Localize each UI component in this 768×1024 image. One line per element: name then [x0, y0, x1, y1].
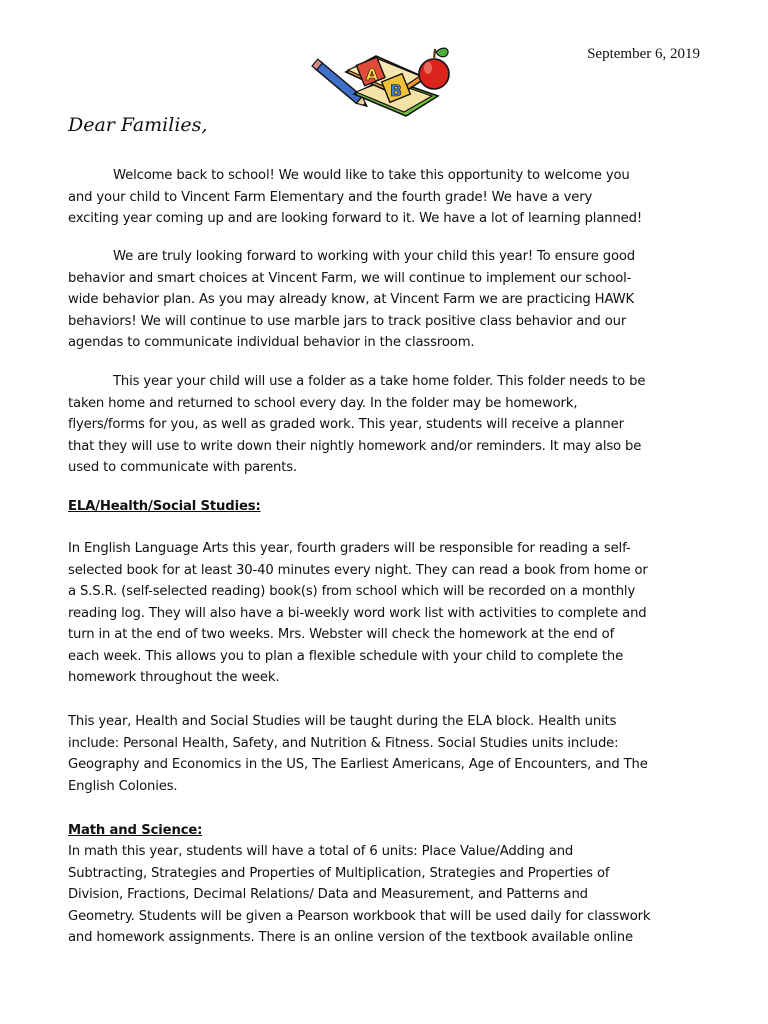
text-line: include: Personal Health, Safety, and Nutrition & Fitness. Social Studies units include: [68, 735, 619, 751]
math-section-heading: Math and Science: [68, 823, 203, 838]
ela-section-heading: ELA/Health/Social Studies: [68, 499, 261, 514]
letter-date: September 6, 2019 [587, 46, 700, 62]
text-line: exciting year coming up and are looking forward to it. We have a lot of learning planned! [68, 211, 642, 226]
school-books-pencil-apple-icon [306, 36, 462, 122]
text-line: Division, Fractions, Decimal Relations/ Data and Measurement, and Patterns and [68, 887, 588, 902]
text-line: and your child to Vincent Farm Elementary and the fourth grade! We have a very [68, 189, 593, 205]
text-line: In English Language Arts this year, fourth graders will be responsible for reading a self- [68, 541, 631, 556]
math-paragraph [68, 841, 708, 949]
text-line: Geography and Economics in the US, The Earliest Americans, Age of Encounters, and The [68, 757, 648, 772]
text-line: each week. This allows you to plan a flexible schedule with your child to complete the [68, 648, 624, 664]
welcome-paragraph [68, 165, 708, 230]
block-letter-b: B [389, 81, 403, 100]
text-line: turn in at the end of two weeks. Mrs. Webster will check the homework at the end of [68, 627, 615, 642]
salutation: Dear Families, [68, 114, 208, 136]
block-letter-a: A [365, 65, 379, 84]
text-line: We are truly looking forward to working with your child this year! To ensure good [113, 249, 636, 264]
text-line: a S.S.R. (self-selected reading) book(s) from school which will be recorded on a monthly [68, 584, 636, 599]
text-line: Subtracting, Strategies and Properties of Multiplication, Strategies and Properties of [68, 865, 610, 881]
text-line: that they will use to write down their nightly homework and/or reminders. It may also be [68, 438, 642, 454]
ela-reading-paragraph [68, 538, 708, 689]
text-line: behaviors! We will continue to use marble jars to track positive class behavior and our [68, 313, 627, 329]
math-section-heading-block [68, 820, 708, 842]
behavior-paragraph [68, 246, 708, 354]
text-line: used to communicate with parents. [68, 460, 298, 475]
text-line: behavior and smart choices at Vincent Farm, we will continue to implement our school- [68, 270, 632, 286]
text-line: selected book for at least 30-40 minutes every night. They can read a book from home or [68, 562, 648, 578]
text-line: homework throughout the week. [68, 670, 280, 685]
text-line: In math this year, students will have a total of 6 units: Place Value/Adding and [68, 844, 574, 859]
text-line: wide behavior plan. As you may already know, at Vincent Farm we are practicing HAWK [68, 292, 634, 307]
ela-section-heading-block [68, 496, 708, 518]
folder-paragraph [68, 371, 708, 479]
text-line: Welcome back to school! We would like to take this opportunity to welcome you [113, 168, 630, 183]
health-social-paragraph [68, 711, 708, 797]
text-line: This year, Health and Social Studies will be taught during the ELA block. Health units [68, 714, 617, 729]
text-line: taken home and returned to school every day. In the folder may be homework, [68, 395, 578, 411]
text-line: flyers/forms for you, as well as graded work. This year, students will receive a planner [68, 417, 624, 432]
text-line: reading log. They will also have a bi-weekly word work list with activities to complete and [68, 605, 647, 621]
text-line: and homework assignments. There is an online version of the textbook available online [68, 930, 633, 945]
text-line: agendas to communicate individual behavior in the classroom. [68, 335, 475, 350]
text-line: English Colonies. [68, 778, 178, 794]
text-line: This year your child will use a folder as a take home folder. This folder needs to be [113, 374, 646, 389]
text-line: Geometry. Students will be given a Pearson workbook that will be used daily for classwork [68, 908, 651, 924]
